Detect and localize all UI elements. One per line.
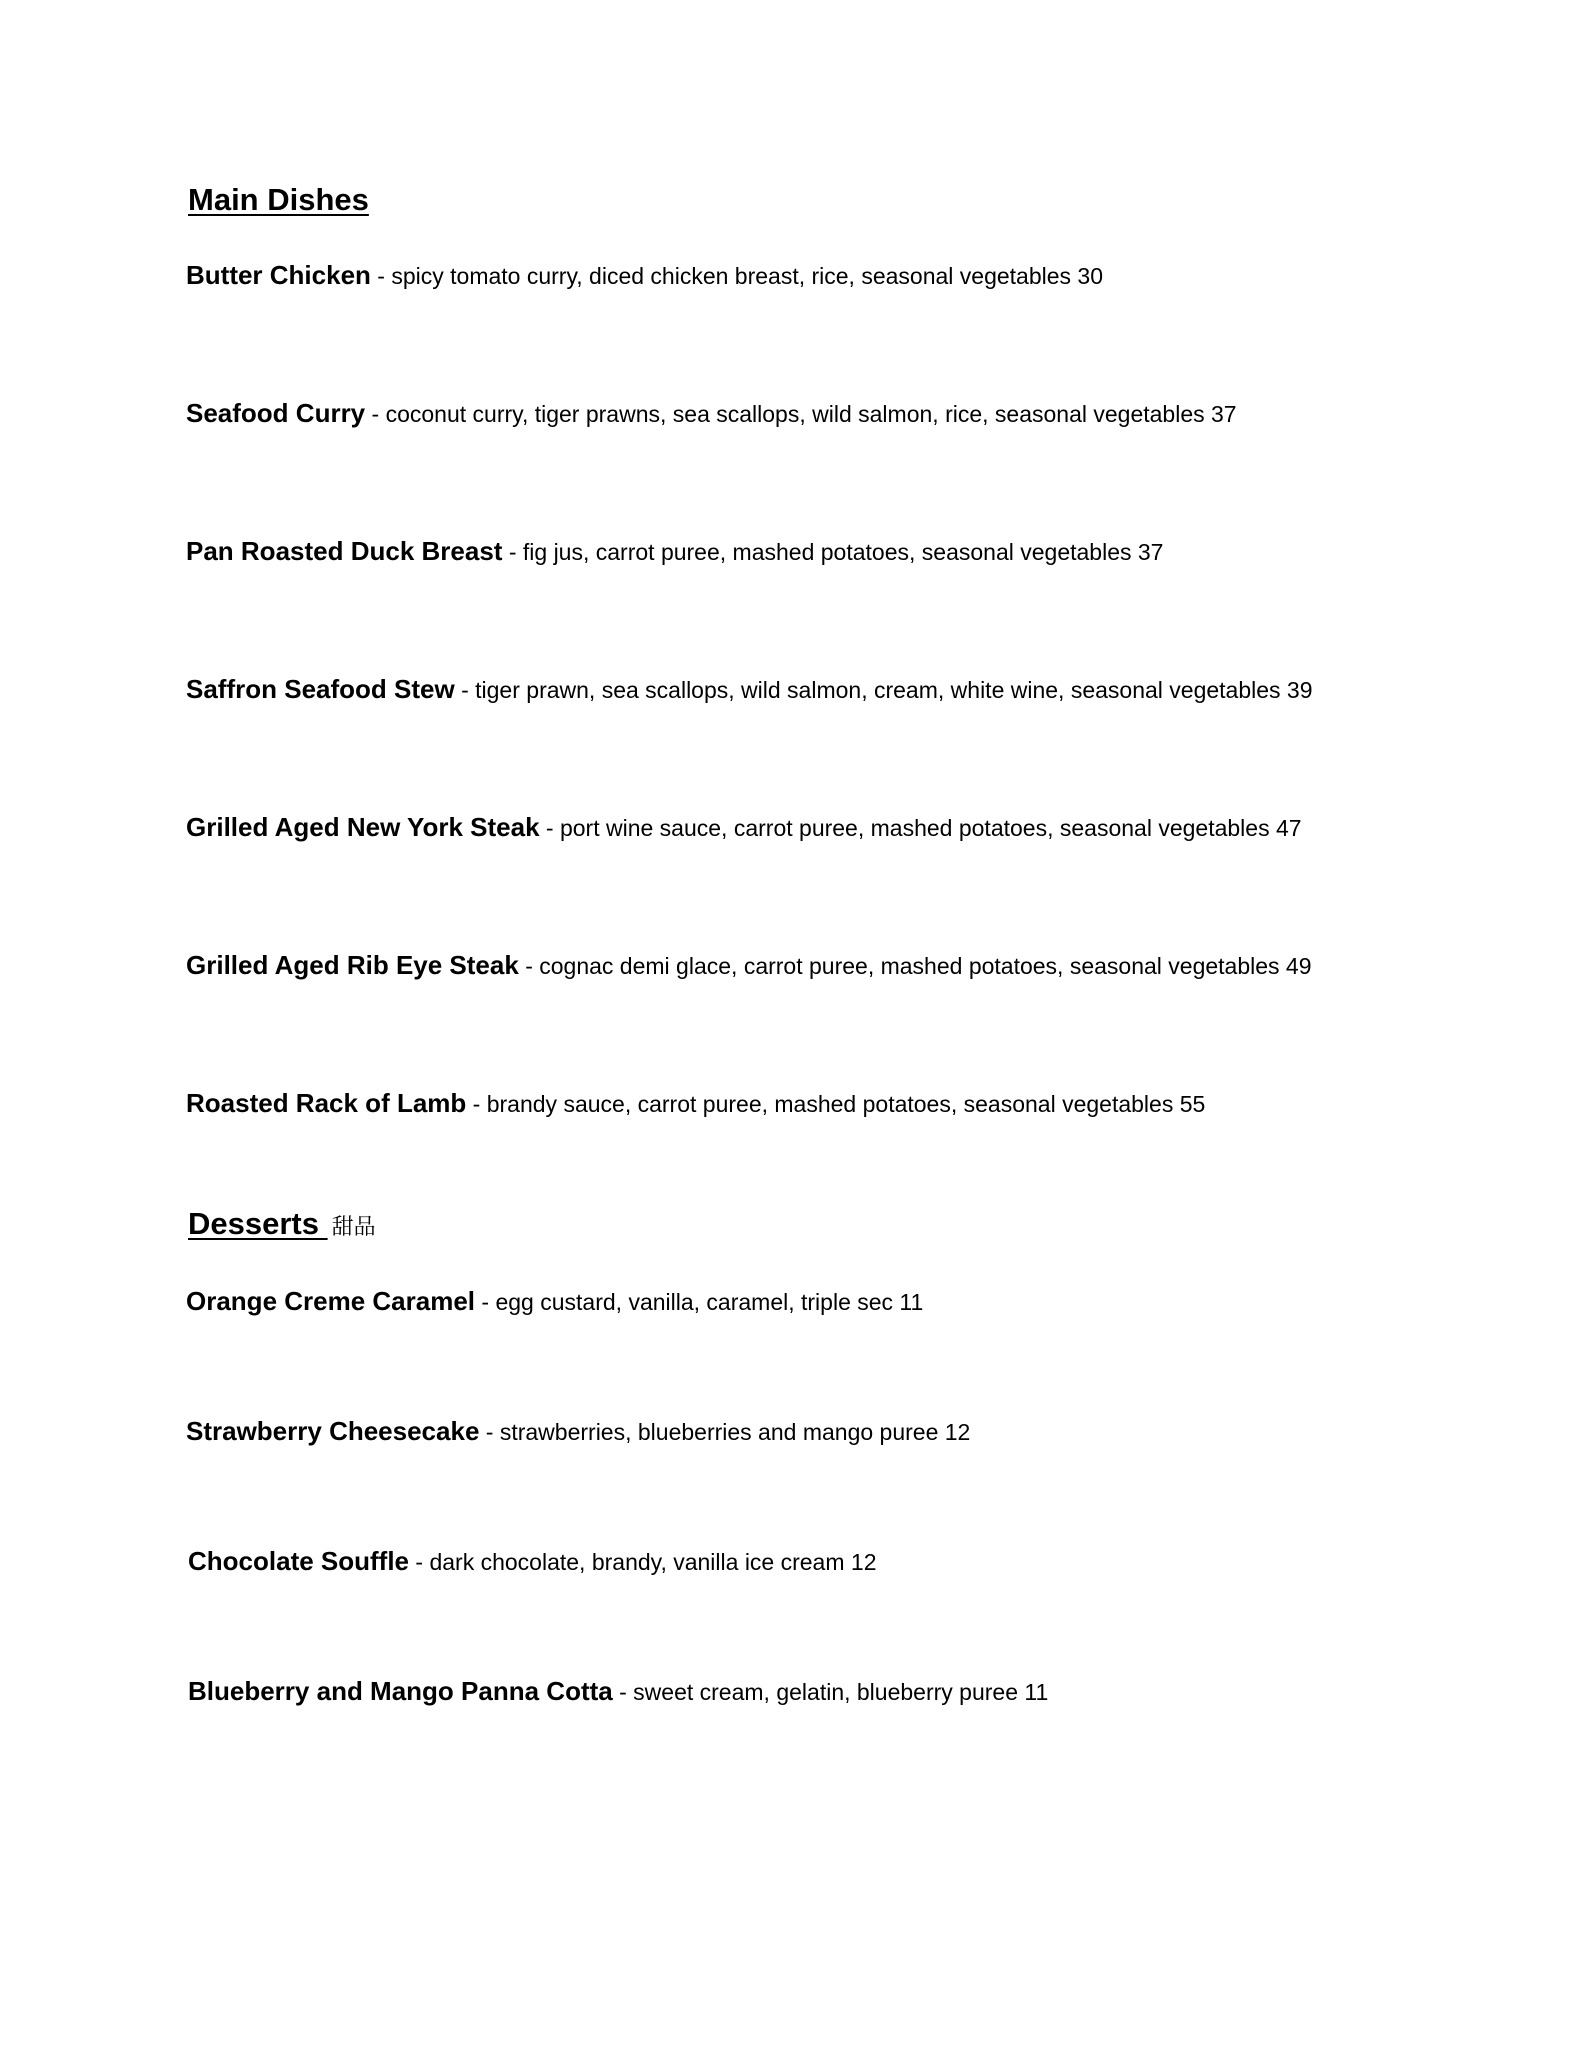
dessert-name: Blueberry and Mango Panna Cotta [188, 1676, 613, 1706]
dish-name: Pan Roasted Duck Breast [186, 536, 503, 566]
desserts-heading-text: Desserts [188, 1206, 328, 1241]
menu-item [186, 536, 1163, 567]
dish-name: Grilled Aged New York Steak [186, 812, 540, 842]
menu-item [186, 674, 1313, 705]
dish-name: Roasted Rack of Lamb [186, 1088, 467, 1118]
dish-description: - port wine sauce, carrot puree, mashed potatoes, seasonal vegetables 47 [539, 815, 1302, 841]
menu-item [186, 1088, 1205, 1119]
dessert-description: - sweet cream, gelatin, blueberry puree 11 [612, 1679, 1049, 1705]
menu-item [186, 260, 1103, 291]
dish-description: - spicy tomato curry, diced chicken breast, rice, seasonal vegetables 30 [370, 263, 1104, 289]
dish-description: - tiger prawn, sea scallops, wild salmon, cream, white wine, seasonal vegetables 39 [454, 677, 1313, 703]
dessert-description: - dark chocolate, brandy, vanilla ice cream 12 [409, 1549, 877, 1575]
dessert-name: Chocolate Souffle [188, 1546, 410, 1576]
dish-description: - coconut curry, tiger prawns, sea scallops, wild salmon, rice, seasonal vegetables 37 [365, 401, 1237, 427]
dish-description: - cognac demi glace, carrot puree, mashed potatoes, seasonal vegetables 49 [518, 953, 1312, 979]
dessert-description: - strawberries, blueberries and mango puree 12 [479, 1419, 971, 1445]
menu-item [186, 950, 1312, 981]
dish-description: - brandy sauce, carrot puree, mashed potatoes, seasonal vegetables 55 [466, 1091, 1206, 1117]
dish-name: Grilled Aged Rib Eye Steak [186, 950, 519, 980]
menu-item [186, 398, 1237, 429]
dessert-name: Strawberry Cheesecake [186, 1416, 480, 1446]
main-dishes-heading: Main Dishes [188, 182, 369, 217]
desserts-heading-chinese: 甜品 [331, 1215, 376, 1240]
dish-name: Butter Chicken [186, 260, 371, 290]
menu-item [188, 1546, 876, 1577]
dessert-description: - egg custard, vanilla, caramel, triple sec 11 [475, 1289, 924, 1315]
desserts-heading [188, 1206, 376, 1242]
menu-item [186, 812, 1302, 843]
menu-item [188, 1676, 1048, 1707]
dish-name: Seafood Curry [186, 398, 366, 428]
menu-item [186, 1416, 970, 1447]
menu-item [186, 1286, 923, 1317]
dish-name: Saffron Seafood Stew [186, 674, 455, 704]
dish-description: - fig jus, carrot puree, mashed potatoes, seasonal vegetables 37 [502, 539, 1164, 565]
dessert-name: Orange Creme Caramel [186, 1286, 476, 1316]
